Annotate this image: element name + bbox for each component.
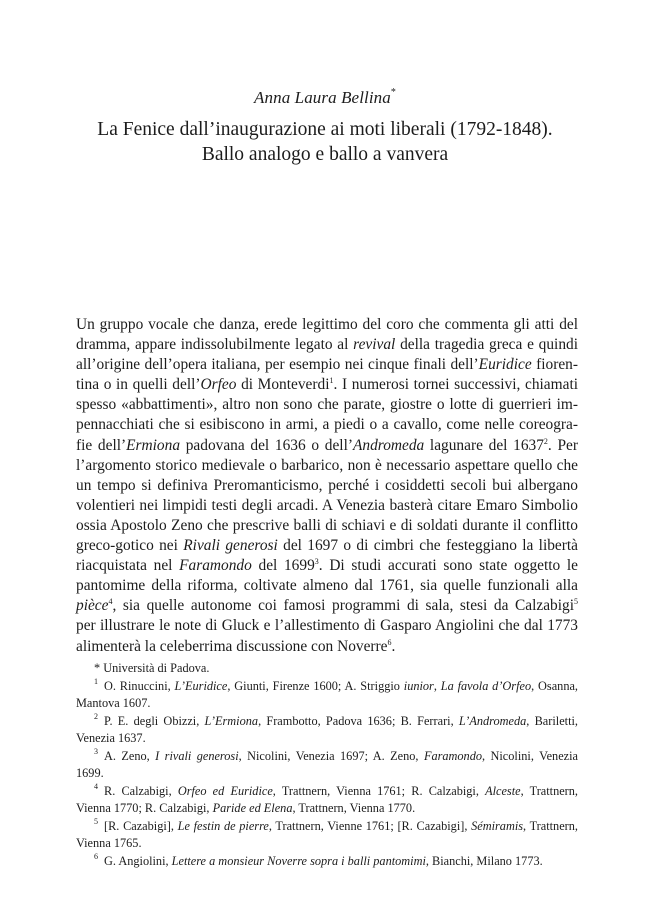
body-line: spesso «abbattimenti», altro non sono che parate, giostre o lotte di guerrieri im- — [76, 396, 578, 414]
body-line: per illustrare le note di Gluck e l’allestimento di Gasparo Angiolini che dal 1773 — [76, 617, 578, 635]
body-line: ossia Apostolo Zeno che prescrive balli di schiavi e di soldati durante il conflitto — [76, 516, 578, 534]
author-footnote-mark: * — [390, 87, 396, 98]
body-paragraph — [76, 315, 578, 657]
footnote-line: Venezia 1637. — [76, 731, 146, 745]
body-line: un tempo si definiva Preromanticismo, perché i cosiddetti secoli bui albergano — [76, 476, 578, 494]
body-line: pennacchiati che si esibiscono in armi, a piedi o a cavallo, come nelle coreogra- — [76, 416, 578, 434]
footnotes — [76, 660, 578, 870]
footnote-line: $^1$ O. Rinuccini, L’Euridice, Giunti, Firenze 1600; A. Striggio iunior, La favola d’Orfeo, Osanna, — [94, 677, 578, 693]
body-line: Un gruppo vocale che danza, erede legittimo del coro che commenta gli atti del — [76, 316, 578, 333]
body-line: pièce$^4$, sia quelle autonome coi famosi programmi di sala, stesi da Calzabigi$^5$ — [76, 597, 578, 615]
body-line: alimenterà la celeberrima discussione con Noverre$^6$. — [76, 637, 396, 655]
footnote-line: $^3$ A. Zeno, I rivali generosi, Nicolini, Venezia 1697; A. Zeno, Faramondo, Nicolini, Venezia — [94, 747, 579, 763]
footnote: $^6$ G. Angiolini, Lettere a monsieur Noverre sopra i balli pantomimi, Bianchi, Milano 1773. — [94, 852, 543, 868]
footnote-line: $^5$ [R. Cazabigi], Le festin de pierre, Trattnern, Vienne 1761; [R. Cazabigi], Sémiramis, Trattnern, — [94, 817, 578, 833]
body-line: tina o in quelli dell’Orfeo di Monteverdi$^1$. I numerosi tornei successivi, chiamati — [76, 376, 578, 394]
body-line: dramma, appare indissolubilmente legato al revival della tragedia greca e quindi — [76, 336, 578, 354]
title-line-2: Ballo analogo e ballo a vanvera — [201, 144, 449, 165]
footnote-line: $^2$ P. E. degli Obizzi, L’Ermiona, Frambotto, Padova 1636; B. Ferrari, L’Andromeda, Bariletti, — [94, 712, 578, 728]
title-line-1: La Fenice dall’inaugurazione ai moti liberali (1792-1848). — [97, 119, 553, 140]
author-name: Anna Laura Bellina — [254, 88, 391, 107]
footnote-line: Vienna 1770; R. Calzabigi, Paride ed Elena, Trattnern, Vienna 1770. — [76, 801, 416, 815]
article-title — [0, 117, 650, 167]
body-line: riacquistata nel Faramondo del 1699$^3$. Di studi accurati sono state oggetto le — [76, 557, 579, 575]
footnote — [76, 678, 578, 713]
footnote-line: 1699. — [76, 766, 104, 780]
footnote-line: Vienna 1765. — [76, 836, 142, 850]
footnote-line: $^4$ R. Calzabigi, Orfeo ed Euridice, Trattnern, Vienna 1761; R. Calzabigi, Alceste, Trattnern, — [94, 782, 579, 798]
footnote — [76, 748, 578, 783]
author-line — [0, 88, 650, 108]
footnote — [76, 818, 578, 853]
body-line: all’origine dell’opera italiana, per esempio nei cinque finali dell’Euridice fioren- — [76, 356, 578, 374]
body-line: pantomime della riforma, coltivate almeno dal 1761, sia quelle funzionali alla — [76, 577, 578, 595]
body-line: volentieri nei limpidi testi degli arcadi. A Venezia basterà citare Emaro Simbolio — [76, 496, 578, 514]
footnote — [76, 783, 578, 818]
body-line: l’argomento storico medievale o barbarico, non è necessario aspettare quello che — [76, 456, 578, 474]
footnote-line: Mantova 1607. — [76, 696, 151, 710]
body-line: fie dell’Ermiona padovana del 1636 o dell’Andromeda lagunare del 1637$^2$. Per — [76, 436, 578, 454]
body-line: greco-gotico nei Rivali generosi del 1697 o di cimbri che festeggiano la libertà — [76, 537, 578, 555]
footnote — [76, 713, 578, 748]
footnote: * Università di Padova. — [94, 661, 210, 675]
